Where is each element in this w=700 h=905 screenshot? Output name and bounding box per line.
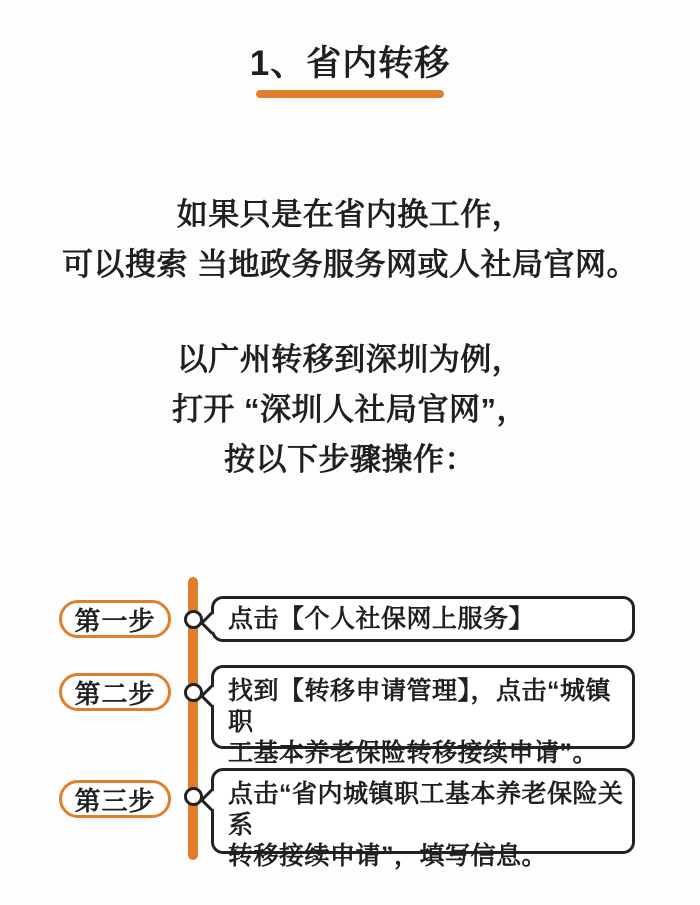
timeline-node-3	[184, 787, 203, 806]
step-3-bubble	[211, 768, 635, 870]
header	[0, 42, 700, 98]
step-3-text-line-1: 点击“省内城镇职工基本养老保险关系	[228, 780, 624, 839]
step-1-bubble	[211, 596, 635, 642]
step-2-label: 第二步	[74, 678, 156, 709]
step-1-label: 第一步	[74, 605, 156, 636]
intro-2-line-1: 以广州转移到深圳为例，	[176, 342, 524, 377]
step-1-label-pill	[59, 600, 171, 638]
intro-2-line-3: 按以下步骤操作：	[224, 442, 476, 477]
timeline-node-2	[184, 683, 203, 702]
title-underline	[256, 90, 444, 98]
step-3-label-pill	[59, 780, 171, 818]
step-2-bubble-tail-icon	[200, 685, 223, 708]
step-2-text-line-2: 工基本养老保险转移接续申请”。	[228, 739, 599, 767]
step-2-text-line-1: 找到【转移申请管理】，点击“城镇职	[228, 677, 612, 736]
timeline-node-1	[184, 610, 203, 629]
step-3-bubble-tail-icon	[200, 789, 223, 812]
intro-2-line-2: 打开 “深圳人社局官网”，	[171, 392, 529, 427]
page-title: 1、省内转移	[249, 44, 451, 83]
step-3-text-line-2: 转移接续申请”，填写信息。	[228, 842, 548, 870]
step-2-bubble	[211, 665, 635, 767]
step-1-text-line-1: 点击【个人社保网上服务】	[228, 604, 535, 633]
intro-1-line-2: 可以搜索 当地政务服务网或人社局官网。	[61, 247, 639, 282]
step-2-label-pill	[59, 673, 171, 711]
intro-paragraph-2	[0, 335, 700, 485]
intro-paragraph-1	[0, 190, 700, 290]
step-1-bubble-tail-icon	[200, 612, 223, 635]
intro-1-line-1: 如果只是在省内换工作，	[176, 197, 524, 232]
step-3-label: 第三步	[74, 785, 156, 816]
